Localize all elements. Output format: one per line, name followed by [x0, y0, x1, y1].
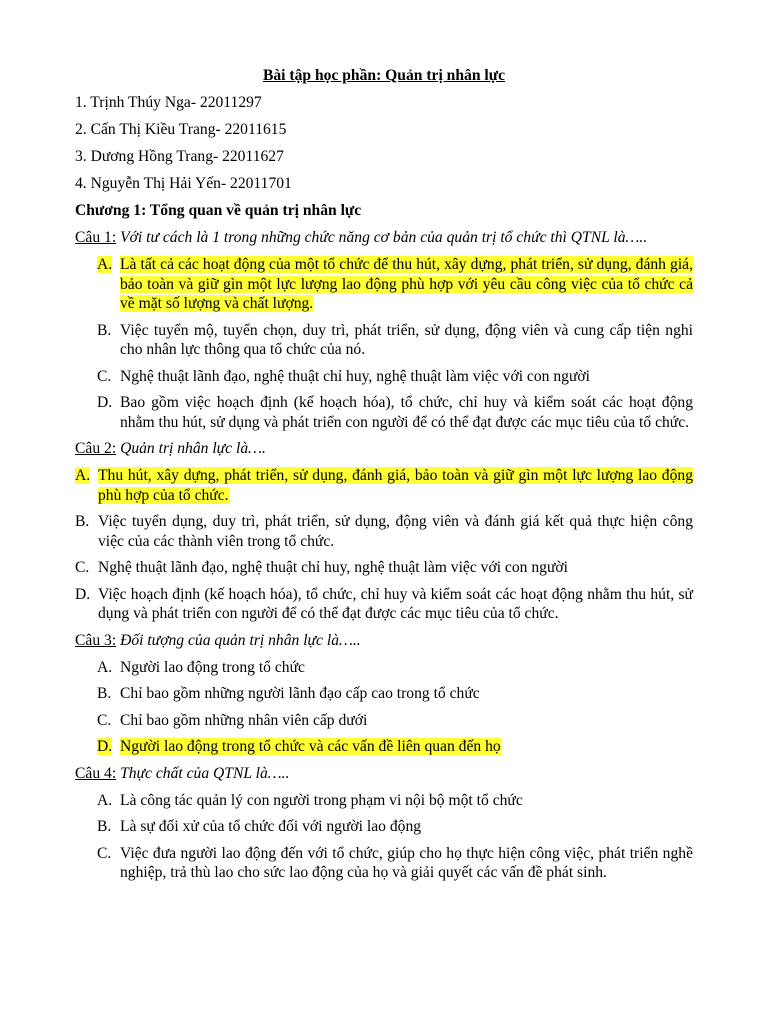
- option-list: [75, 658, 693, 757]
- member-item: 2. Cấn Thị Kiều Trang- 22011615: [75, 121, 287, 138]
- option-text: Là tất cả các hoạt động của một tổ chức để thu hút, xây dựng, phát triển, sử dụng, đánh giá, bảo toàn và giữ gìn một lực lượng lao động phù hợp với yêu cầu công việc của tổ chức cả về mặt số lượng và chất lượng.: [120, 256, 693, 312]
- option-text: Nghệ thuật lãnh đạo, nghệ thuật chỉ huy, nghệ thuật làm việc với con người: [98, 559, 568, 576]
- option-c: [97, 711, 693, 731]
- option-letter: A.: [97, 256, 113, 273]
- chapter-heading: Chương 1: Tổng quan về quản trị nhân lực: [75, 202, 362, 219]
- option-list: [75, 791, 693, 883]
- option-c: [97, 844, 693, 883]
- member-list: [75, 93, 693, 194]
- option-letter: A.: [97, 658, 113, 676]
- question-text: Thực chất của QTNL là…..: [120, 764, 290, 782]
- option-letter: D.: [97, 394, 113, 411]
- option-letter: C.: [97, 367, 112, 385]
- option-list: [75, 255, 693, 432]
- option-text: Thu hút, xây dựng, phát triển, sử dụng, đánh giá, bảo toàn và giữ gìn một lực lượng lao động phù hợp của tổ chức.: [98, 467, 693, 504]
- option-text: Là sự đối xử của tổ chức đối với người lao động: [120, 818, 422, 835]
- option-a: [97, 791, 693, 811]
- option-b: [97, 321, 693, 360]
- option-text: Việc tuyển dụng, duy trì, phát triển, sử dụng, động viên và đánh giá kết quả thực hiện công việc của các thành viên trong tổ chức.: [98, 513, 693, 550]
- option-b: [97, 817, 693, 837]
- option-a: [97, 658, 693, 678]
- option-letter: B.: [75, 513, 90, 530]
- option-text: Người lao động trong tổ chức: [120, 658, 305, 676]
- option-d: [97, 737, 693, 757]
- option-text: Bao gồm việc hoạch định (kế hoạch hóa), tổ chức, chỉ huy và kiểm soát các hoạt động nhằm thu hút, sử dụng và phát triển con người để có thể đạt được các mục tiêu của tổ chức.: [120, 394, 693, 431]
- option-text: Việc hoạch định (kế hoạch hóa), tổ chức, chỉ huy và kiểm soát các hoạt động nhằm thu hút, sử dụng và phát triển con người để có thể đạt được các mục tiêu của tổ chức.: [98, 585, 693, 622]
- question-3: [75, 631, 693, 651]
- option-letter: A.: [75, 467, 91, 484]
- option-b: [75, 512, 693, 551]
- option-c: [75, 558, 693, 578]
- option-text: Nghệ thuật lãnh đạo, nghệ thuật chỉ huy, nghệ thuật làm việc với con người: [120, 367, 590, 385]
- question-2: [75, 439, 693, 459]
- option-c: [97, 367, 693, 387]
- option-list: [75, 466, 693, 624]
- option-d: [97, 393, 693, 432]
- question-label: Câu 2:: [75, 440, 117, 457]
- option-b: [97, 684, 693, 704]
- option-letter: B.: [97, 321, 112, 339]
- option-letter: D.: [75, 585, 91, 603]
- question-label: Câu 4:: [75, 764, 117, 782]
- question-text: Đối tượng của quản trị nhân lực là…..: [120, 631, 361, 649]
- option-text: Người lao động trong tổ chức và các vấn đề liên quan đến họ: [120, 738, 501, 755]
- question-1: [75, 228, 693, 248]
- question-label: Câu 3:: [75, 631, 117, 649]
- option-d: [75, 585, 693, 624]
- option-text: Việc tuyển mộ, tuyển chọn, duy trì, phát triển, sử dụng, động viên và cung cấp tiện nghi cho nhân lực thông qua tổ chức của nó.: [120, 321, 693, 358]
- option-text: Chỉ bao gồm những người lãnh đạo cấp cao trong tổ chức: [120, 685, 480, 702]
- option-text: Chỉ bao gồm những nhân viên cấp dưới: [120, 711, 368, 729]
- option-letter: D.: [97, 738, 113, 755]
- member-item: 3. Dương Hồng Trang- 22011627: [75, 148, 284, 165]
- question-4: [75, 764, 693, 784]
- question-text: Với tư cách là 1 trong những chức năng cơ bản của quản trị tổ chức thì QTNL là…..: [120, 229, 648, 246]
- member-item: 4. Nguyễn Thị Hải Yến- 22011701: [75, 175, 292, 192]
- question-text: Quản trị nhân lực là….: [120, 440, 266, 457]
- option-letter: B.: [97, 818, 112, 835]
- option-letter: C.: [75, 559, 90, 576]
- option-text: Việc đưa người lao động đến với tổ chức, giúp cho họ thực hiện công việc, phát triển nghề nghiệp, trả thù lao cho sức lao động của họ và giải quyết các vấn đề phát sinh.: [120, 844, 693, 881]
- option-text: Là công tác quản lý con người trong phạm vi nội bộ một tổ chức: [120, 791, 523, 809]
- member-item: 1. Trịnh Thúy Nga- 22011297: [75, 94, 262, 111]
- option-letter: C.: [97, 844, 112, 862]
- option-letter: C.: [97, 711, 112, 729]
- option-letter: B.: [97, 685, 112, 702]
- option-letter: A.: [97, 791, 113, 809]
- option-a: [75, 466, 693, 505]
- document-title: Bài tập học phần: Quản trị nhân lực: [262, 67, 506, 84]
- question-label: Câu 1:: [75, 229, 117, 246]
- option-a: [97, 255, 693, 314]
